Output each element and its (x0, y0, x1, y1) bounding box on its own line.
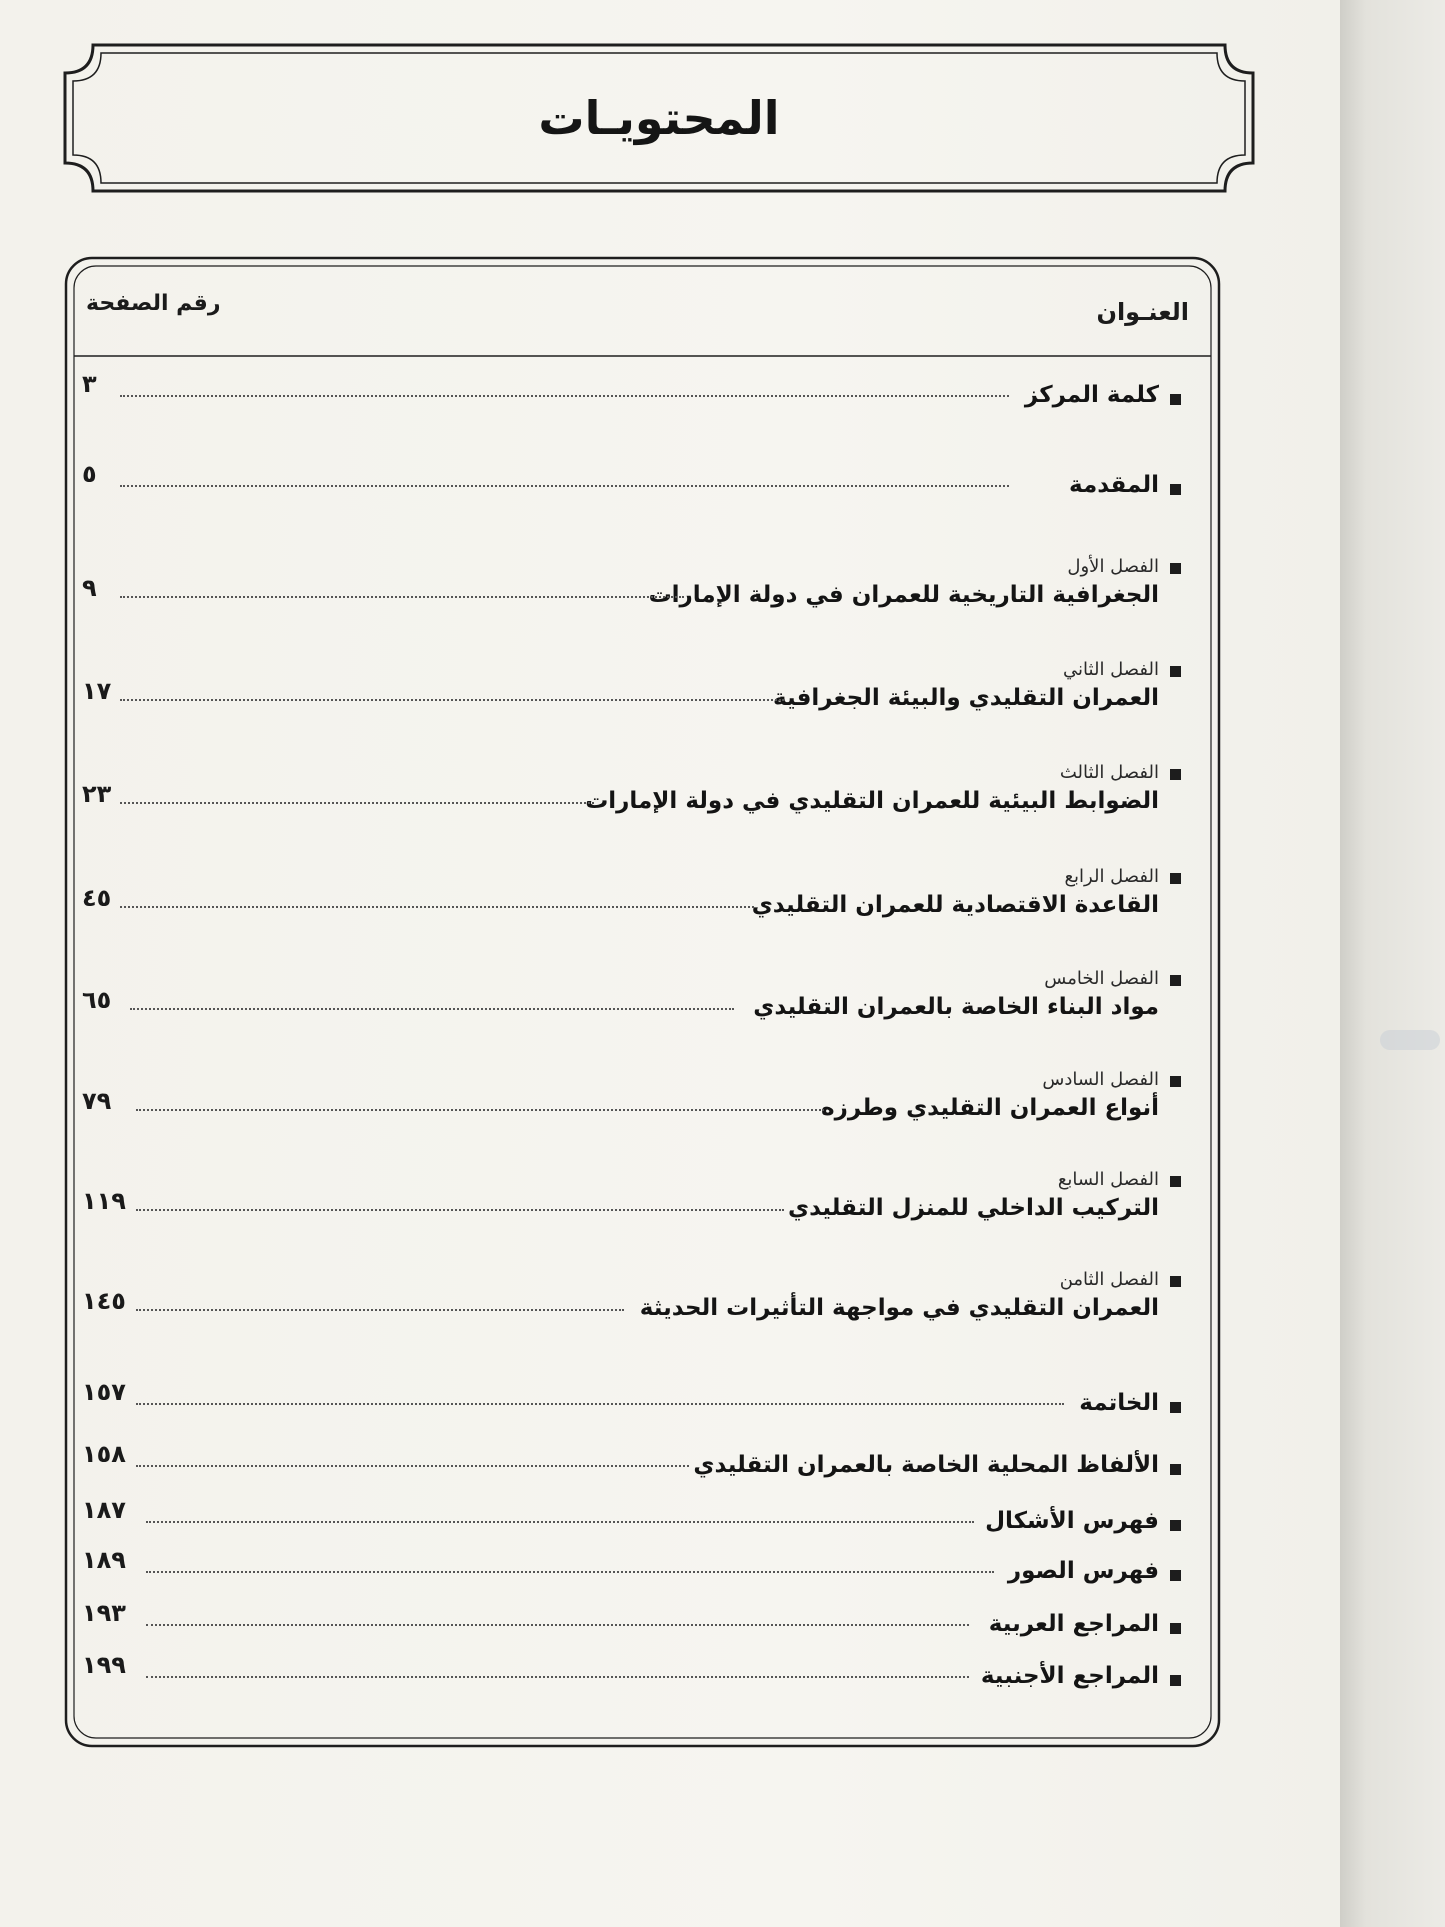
toc-entry-title: فهرس الصور (1007, 1558, 1159, 1584)
toc-entry (64, 659, 1221, 719)
toc-entry (64, 762, 1221, 822)
toc-entry-title: الجغرافية التاريخية للعمران في دولة الإمارات (648, 582, 1159, 608)
toc-entry-page-number: ١٨٩ (82, 1546, 126, 1574)
square-bullet-icon (1170, 394, 1181, 405)
facing-page-mark (1380, 1030, 1440, 1050)
dotted-leader (120, 596, 684, 598)
column-header-page: رقم الصفحة (86, 291, 221, 316)
toc-entry-page-number: ٩ (82, 574, 97, 602)
dotted-leader (130, 1008, 734, 1010)
toc-entry (64, 1546, 1221, 1614)
toc-entry-title: المراجع العربية (988, 1611, 1159, 1637)
dotted-leader (146, 1521, 974, 1523)
square-bullet-icon (1170, 975, 1181, 986)
toc-entry-chapter: الفصل الرابع (1064, 866, 1159, 887)
toc-entry-page-number: ٦٥ (82, 986, 112, 1014)
toc-entry-page-number: ١٤٥ (82, 1287, 126, 1315)
toc-entry-title: العمران التقليدي في مواجهة التأثيرات الحديثة (639, 1295, 1159, 1321)
toc-entry (64, 1599, 1221, 1667)
dotted-leader (136, 1209, 784, 1211)
toc-entry-chapter: الفصل السادس (1042, 1069, 1159, 1090)
square-bullet-icon (1170, 873, 1181, 884)
toc-entry-title: كلمة المركز (1024, 382, 1159, 408)
toc-entry-page-number: ٢٣ (82, 780, 112, 808)
toc-entry-page-number: ١٩٩ (82, 1651, 126, 1679)
toc-entry (64, 1069, 1221, 1129)
toc-entry-chapter: الفصل الأول (1067, 556, 1159, 577)
toc-entry-chapter: الفصل الخامس (1044, 968, 1159, 989)
toc-entry-page-number: ١٨٧ (82, 1496, 126, 1524)
square-bullet-icon (1170, 1464, 1181, 1475)
square-bullet-icon (1170, 484, 1181, 495)
toc-entry-page-number: ٥ (82, 460, 97, 488)
toc-entry (64, 968, 1221, 1028)
toc-entry-title: الألفاظ المحلية الخاصة بالعمران التقليدي (693, 1452, 1159, 1478)
dotted-leader (136, 1109, 824, 1111)
toc-entry (64, 1440, 1221, 1508)
toc-entry (64, 866, 1221, 926)
square-bullet-icon (1170, 563, 1181, 574)
toc-entry-page-number: ٤٥ (82, 884, 112, 912)
toc-entry-page-number: ١٩٣ (82, 1599, 126, 1627)
dotted-leader (136, 1403, 1064, 1405)
square-bullet-icon (1170, 1402, 1181, 1413)
toc-entry-title: مواد البناء الخاصة بالعمران التقليدي (753, 994, 1159, 1020)
toc-entry (64, 1269, 1221, 1329)
toc-entry-title: أنواع العمران التقليدي وطرزه (821, 1095, 1159, 1121)
toc-entry-page-number: ٣ (82, 370, 97, 398)
toc-entry (64, 370, 1221, 438)
toc-entry-page-number: ٧٩ (82, 1087, 112, 1115)
dotted-leader (120, 906, 754, 908)
toc-entry (64, 556, 1221, 616)
toc-frame (64, 256, 1221, 1748)
toc-entry-chapter: الفصل الثالث (1059, 762, 1159, 783)
title-frame (63, 43, 1255, 193)
toc-entry-title: فهرس الأشكال (985, 1508, 1159, 1534)
toc-entry-title: المقدمة (1069, 472, 1159, 498)
dotted-leader (146, 1571, 994, 1573)
toc-entry (64, 1378, 1221, 1446)
facing-page-edge (1340, 0, 1445, 1927)
toc-entry (64, 1651, 1221, 1719)
dotted-leader (120, 485, 1009, 487)
square-bullet-icon (1170, 1675, 1181, 1686)
toc-entry-page-number: ١١٩ (82, 1187, 126, 1215)
square-bullet-icon (1170, 1623, 1181, 1634)
toc-entry-title: الخاتمة (1079, 1390, 1159, 1416)
toc-entry-title: القاعدة الاقتصادية للعمران التقليدي (751, 892, 1159, 918)
toc-entry-page-number: ١٥٧ (82, 1378, 126, 1406)
toc-entry-page-number: ١٥٨ (82, 1440, 126, 1468)
square-bullet-icon (1170, 769, 1181, 780)
dotted-leader (136, 1465, 689, 1467)
square-bullet-icon (1170, 1076, 1181, 1087)
toc-entry-chapter: الفصل الثاني (1063, 659, 1159, 680)
toc-entry-chapter: الفصل السابع (1057, 1169, 1159, 1190)
square-bullet-icon (1170, 666, 1181, 677)
dotted-leader (146, 1624, 969, 1626)
dotted-leader (120, 395, 1009, 397)
square-bullet-icon (1170, 1520, 1181, 1531)
square-bullet-icon (1170, 1176, 1181, 1187)
toc-entry (64, 1169, 1221, 1229)
column-header-title: العنـوان (1096, 298, 1189, 326)
toc-entry-chapter: الفصل الثامن (1059, 1269, 1159, 1290)
dotted-leader (120, 802, 594, 804)
toc-entry-title: التركيب الداخلي للمنزل التقليدي (788, 1195, 1159, 1221)
dotted-leader (146, 1676, 969, 1678)
dotted-leader (120, 699, 784, 701)
dotted-leader (136, 1309, 624, 1311)
square-bullet-icon (1170, 1276, 1181, 1287)
page-title: المحتويـات (538, 91, 780, 145)
square-bullet-icon (1170, 1570, 1181, 1581)
toc-entry (64, 460, 1221, 528)
toc-entry-title: الضوابط البيئية للعمران التقليدي في دولة الإمارات (585, 788, 1159, 814)
toc-entry-page-number: ١٧ (82, 677, 112, 705)
toc-entry-title: المراجع الأجنبية (980, 1663, 1159, 1689)
toc-entry-title: العمران التقليدي والبيئة الجغرافية (773, 685, 1159, 711)
